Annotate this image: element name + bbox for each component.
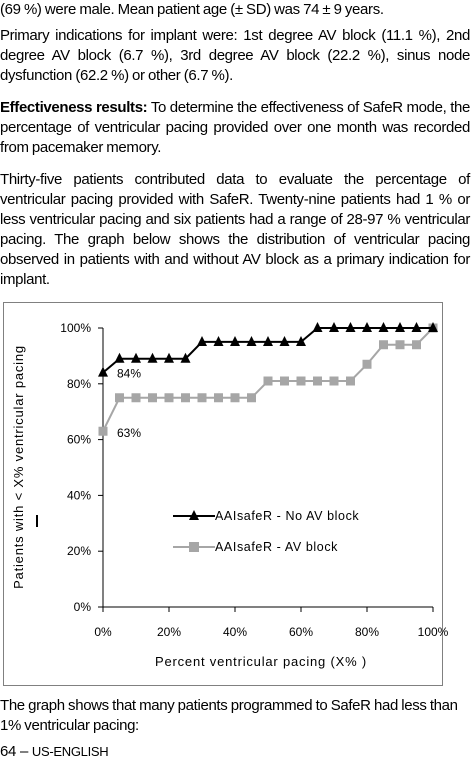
y-tick-label: 80% [66,376,91,391]
footer-language: US-ENGLISH [31,744,109,759]
data-point-av-block [198,393,207,402]
data-point-av-block [412,340,421,349]
y-tick-label: 20% [66,544,91,559]
effectiveness-body: To determine the effectiveness of SafeR mode, the percentage of ventricular pacing provided over one month was recorded from pacemaker memory. [0,99,471,156]
x-tick-label: 20% [156,625,182,639]
data-point-av-block [181,393,190,402]
data-point-av-block [214,393,223,402]
data-point-av-block [379,340,388,349]
footer-separator: – [16,743,32,760]
annotation-label: 63% [117,426,142,441]
data-point-av-block [132,393,141,402]
legend-marker-av-block [189,542,199,552]
page-footer [0,742,472,762]
data-point-av-block [231,393,240,402]
data-point-av-block [280,377,289,386]
y-tick-label: 100% [60,321,91,335]
data-point-av-block [363,360,372,369]
data-point-av-block [396,340,405,349]
data-point-av-block [313,377,322,386]
data-point-av-block [247,393,256,402]
x-tick-label: 40% [222,625,248,639]
y-tick-label: 40% [66,488,91,503]
data-point-av-block [297,377,306,386]
data-point-av-block [115,393,124,402]
paragraph-effectiveness [0,98,470,158]
data-point-av-block [148,393,157,402]
effectiveness-heading: Effectiveness results: [0,99,148,116]
pacing-distribution-figure [3,302,449,686]
paragraph-demographics: (69 %) were male. Mean patient age (± SD) was 74 ± 9 years. [0,1,384,18]
legend-label-no-av-block: AAIsafeR - No AV block [215,509,360,523]
x-tick-label: 60% [288,625,314,639]
legend-label-av-block: AAIsafeR - AV block [215,540,339,554]
y-axis-title: Patients with < X% ventricular pacing [11,345,26,589]
page-number: 64 [0,743,17,760]
x-tick-label: 80% [354,625,380,639]
paragraph-results: Thirty-five patients contributed data to evaluate the percentage of ventricular pacing provided with SafeR. Twenty-nine patients had 1 % or less ventricular pacing and six patients had a range of 28-97 % ventricular pacing. The graph below shows the distribution of ventricular pacing observed in patients with and without AV block as a primary indication for implant. [0,171,470,288]
data-point-av-block [346,377,355,386]
paragraph-conclusion: The graph shows that many patients programmed to SafeR had less than 1% ventricular pacing: [0,697,458,734]
data-point-av-block [264,377,273,386]
annotation-label: 84% [117,366,142,381]
pacing-distribution-chart [3,302,449,686]
x-tick-label: 0% [94,625,112,639]
data-point-av-block [99,427,108,436]
x-tick-label: 100% [417,625,449,639]
data-point-av-block [165,393,174,402]
y-tick-label: 60% [66,432,91,447]
x-axis-title: Percent ventricular pacing (X% ) [154,654,368,669]
y-tick-label: 0% [73,600,91,614]
paragraph-indications: Primary indications for implant were: 1st degree AV block (11.1 %), 2nd degree AV block (6.7 %), 3rd degree AV block (22.2 %), sinus node dysfunction (62.2 %) or other (6.7 %). [0,27,470,84]
data-point-av-block [330,377,339,386]
